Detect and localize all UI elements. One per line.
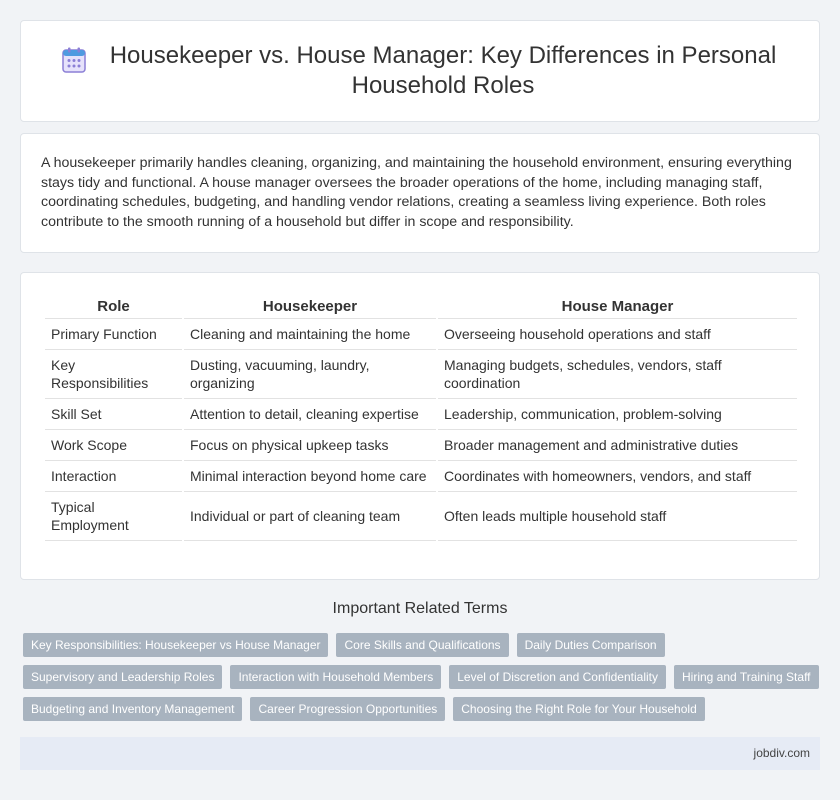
row-label: Primary Function (45, 319, 182, 350)
related-term-tag[interactable]: Choosing the Right Role for Your Household (453, 697, 705, 721)
related-term-tag[interactable]: Supervisory and Leadership Roles (23, 665, 222, 689)
table-row (45, 399, 797, 430)
house-manager-cell: Managing budgets, schedules, vendors, staff coordination (438, 350, 797, 399)
intro-card (20, 133, 820, 253)
house-manager-cell: Leadership, communication, problem-solving (438, 399, 797, 430)
page-title: Housekeeper vs. House Manager: Key Differences in Personal Household Roles (109, 42, 777, 99)
table-header-row (45, 293, 797, 319)
housekeeper-cell: Attention to detail, cleaning expertise (184, 399, 436, 430)
table-row (45, 492, 797, 541)
housekeeper-cell: Dusting, vacuuming, laundry, organizing (184, 350, 436, 399)
house-manager-cell: Coordinates with homeowners, vendors, and staff (438, 461, 797, 492)
header-housekeeper: Housekeeper (184, 293, 436, 319)
housekeeper-cell: Focus on physical upkeep tasks (184, 430, 436, 461)
housekeeper-cell: Individual or part of cleaning team (184, 492, 436, 541)
related-term-tag[interactable]: Interaction with Household Members (230, 665, 441, 689)
housekeeper-cell: Cleaning and maintaining the home (184, 319, 436, 350)
related-term-tag[interactable]: Hiring and Training Staff (674, 665, 819, 689)
related-term-tag[interactable]: Career Progression Opportunities (250, 697, 445, 721)
house-manager-cell: Often leads multiple household staff (438, 492, 797, 541)
intro-paragraph: A housekeeper primarily handles cleaning, organizing, and maintaining the household environment, ensuring everything stays tidy and functional. A house manager oversees the broader operations of the home, including managing staff, coordinating schedules, budgeting, and handling vendor relations, creating a seamless living experience. Both roles contribute to the smooth running of a household but differ in scope and responsibility. (41, 155, 792, 230)
related-terms-list (23, 633, 823, 721)
row-label: Interaction (45, 461, 182, 492)
footer-site-link[interactable]: jobdiv.com (753, 746, 810, 760)
row-label: Work Scope (45, 430, 182, 461)
header-role: Role (45, 293, 182, 319)
row-label: Typical Employment (45, 492, 182, 541)
calendar-icon (62, 47, 86, 73)
footer (20, 737, 820, 770)
house-manager-cell: Overseeing household operations and staff (438, 319, 797, 350)
table-row (45, 319, 797, 350)
housekeeper-cell: Minimal interaction beyond home care (184, 461, 436, 492)
house-manager-cell: Broader management and administrative duties (438, 430, 797, 461)
table-row (45, 461, 797, 492)
comparison-table (43, 293, 799, 541)
table-row (45, 350, 797, 399)
related-term-tag[interactable]: Level of Discretion and Confidentiality (449, 665, 666, 689)
header-card (20, 20, 820, 122)
related-term-tag[interactable]: Budgeting and Inventory Management (23, 697, 242, 721)
related-term-tag[interactable]: Core Skills and Qualifications (336, 633, 508, 657)
related-term-tag[interactable]: Key Responsibilities: Housekeeper vs House Manager (23, 633, 328, 657)
row-label: Key Responsibilities (45, 350, 182, 399)
comparison-card (20, 272, 820, 580)
related-terms-heading: Important Related Terms (332, 600, 508, 617)
header-house-manager: House Manager (438, 293, 797, 319)
table-row (45, 430, 797, 461)
related-term-tag[interactable]: Daily Duties Comparison (517, 633, 665, 657)
row-label: Skill Set (45, 399, 182, 430)
